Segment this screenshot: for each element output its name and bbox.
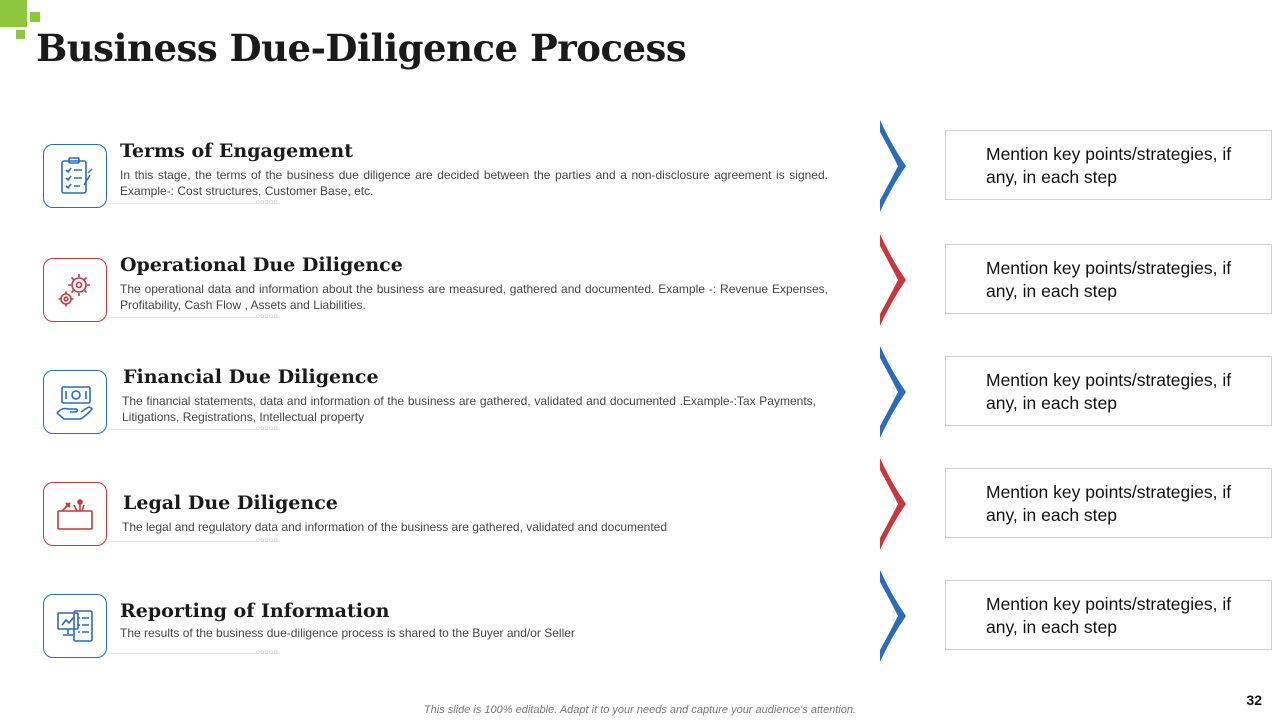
divider bbox=[108, 203, 280, 204]
decor-square bbox=[16, 30, 25, 39]
decor-square bbox=[30, 12, 40, 22]
step-description: The legal and regulatory data and information of the business are gathered, validated and documented bbox=[122, 520, 668, 534]
process-step bbox=[0, 586, 1280, 686]
step-icon-box bbox=[43, 370, 107, 434]
process-step bbox=[0, 362, 1280, 462]
divider bbox=[108, 541, 280, 542]
step-title: Terms of Engagement bbox=[120, 140, 353, 162]
step-icon-box bbox=[43, 144, 107, 208]
chevron-arrow-icon bbox=[876, 120, 912, 212]
dots-decor: ooooo bbox=[256, 537, 278, 544]
money-hand-icon bbox=[54, 381, 96, 423]
legal-briefcase-icon bbox=[54, 493, 96, 535]
step-icon-box bbox=[43, 258, 107, 322]
gears-icon bbox=[54, 269, 96, 311]
divider bbox=[108, 317, 280, 318]
step-icon-box bbox=[43, 482, 107, 546]
dots-decor: ooooo bbox=[256, 199, 278, 206]
process-step bbox=[0, 136, 1280, 236]
key-points-box: Mention key points/strategies, if any, in each step bbox=[945, 130, 1272, 200]
key-points-box: Mention key points/strategies, if any, in each step bbox=[945, 580, 1272, 650]
page-title: Business Due-Diligence Process bbox=[36, 26, 687, 70]
step-title: Financial Due Diligence bbox=[123, 366, 379, 388]
divider bbox=[108, 653, 280, 654]
dots-decor: ooooo bbox=[256, 425, 278, 432]
checklist-icon bbox=[54, 155, 96, 197]
process-step bbox=[0, 250, 1280, 350]
step-description: The operational data and information about the business are measured, gathered and documented. Example -: Revenue Expenses, Profitability, Cash Flow , Assets and Liabilities. bbox=[120, 282, 828, 312]
dots-decor: ooooo bbox=[256, 649, 278, 656]
chevron-arrow-icon bbox=[876, 346, 912, 438]
chevron-arrow-icon bbox=[876, 570, 912, 662]
process-step bbox=[0, 474, 1280, 574]
report-icon bbox=[54, 605, 96, 647]
step-title: Reporting of Information bbox=[120, 600, 390, 622]
step-title: Legal Due Diligence bbox=[123, 492, 338, 514]
chevron-arrow-icon bbox=[876, 234, 912, 326]
page-number: 32 bbox=[1246, 692, 1262, 708]
key-points-box: Mention key points/strategies, if any, in each step bbox=[945, 468, 1272, 538]
chevron-arrow-icon bbox=[876, 458, 912, 550]
step-description: The financial statements, data and information of the business are gathered, validated and documented .Example-:Tax Payments, Litigations, Registrations, Intellectual property bbox=[122, 394, 816, 424]
divider bbox=[108, 429, 280, 430]
step-description: The results of the business due-diligence process is shared to the Buyer and/or Seller bbox=[120, 626, 575, 640]
step-icon-box bbox=[43, 594, 107, 658]
key-points-box: Mention key points/strategies, if any, in each step bbox=[945, 356, 1272, 426]
step-description: In this stage, the terms of the business due diligence are decided between the parties and a non-disclosure agreement is signed. Example-: Cost structures, Customer Base, etc. bbox=[120, 168, 828, 198]
step-title: Operational Due Diligence bbox=[120, 254, 403, 276]
footer-note: This slide is 100% editable. Adapt it to your needs and capture your audience's attention. bbox=[423, 704, 857, 716]
decor-square bbox=[0, 0, 27, 27]
dots-decor: ooooo bbox=[256, 313, 278, 320]
key-points-box: Mention key points/strategies, if any, in each step bbox=[945, 244, 1272, 314]
